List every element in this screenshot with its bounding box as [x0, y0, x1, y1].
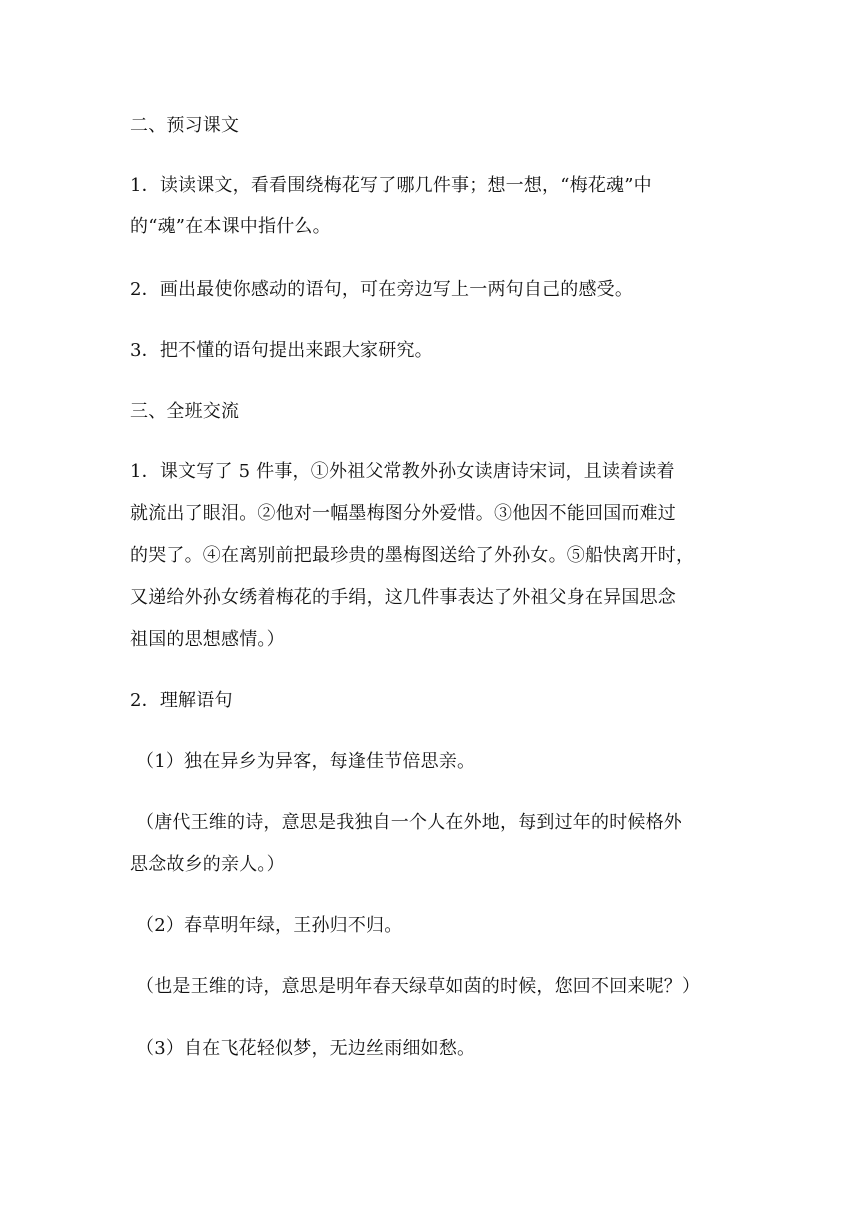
preview-item-3: 3．把不懂的语句提出来跟大家研究。 — [130, 340, 433, 361]
discussion-item-1-line-5: 祖国的思想感情。） — [130, 629, 285, 650]
quote-2-explanation: （也是王维的诗，意思是明年春天绿草如茵的时候，您回不回来呢？） — [136, 976, 701, 997]
quote-2: （2）春草明年绿，王孙归不归。 — [136, 915, 403, 936]
section-title-preview: 二、预习课文 — [130, 115, 240, 136]
discussion-item-1-line-2: 就流出了眼泪。②他对一幅墨梅图分外爱惜。③他因不能回国而难过 — [130, 503, 676, 524]
discussion-item-1-line-3: 的哭了。④在离别前把最珍贵的墨梅图送给了外孙女。⑤船快离开时， — [130, 545, 695, 566]
preview-item-1-line-2: 的“魂”在本课中指什么。 — [130, 216, 331, 237]
quote-1-explanation-line-1: （唐代王维的诗，意思是我独自一个人在外地，每到过年的时候格外 — [136, 812, 682, 833]
discussion-item-1-line-1: 1．课文写了 5 件事，①外祖父常教外孙女读唐诗宋词，且读着读着 — [130, 461, 675, 482]
quote-1-explanation-line-2: 思念故乡的亲人。） — [130, 854, 285, 875]
discussion-item-2: 2．理解语句 — [130, 690, 233, 711]
discussion-item-1-line-4: 又递给外孙女绣着梅花的手绢，这几件事表达了外祖父身在异国思念 — [130, 587, 676, 608]
preview-item-1-line-1: 1．读读课文，看看围绕梅花写了哪几件事；想一想，“梅花魂”中 — [130, 175, 652, 196]
quote-1: （1）独在异乡为异客，每逢佳节倍思亲。 — [136, 751, 476, 772]
preview-item-2: 2．画出最使你感动的语句，可在旁边写上一两句自己的感受。 — [130, 279, 634, 300]
section-title-discussion: 三、全班交流 — [130, 401, 240, 422]
quote-3: （3）自在飞花轻似梦，无边丝雨细如愁。 — [136, 1038, 476, 1059]
